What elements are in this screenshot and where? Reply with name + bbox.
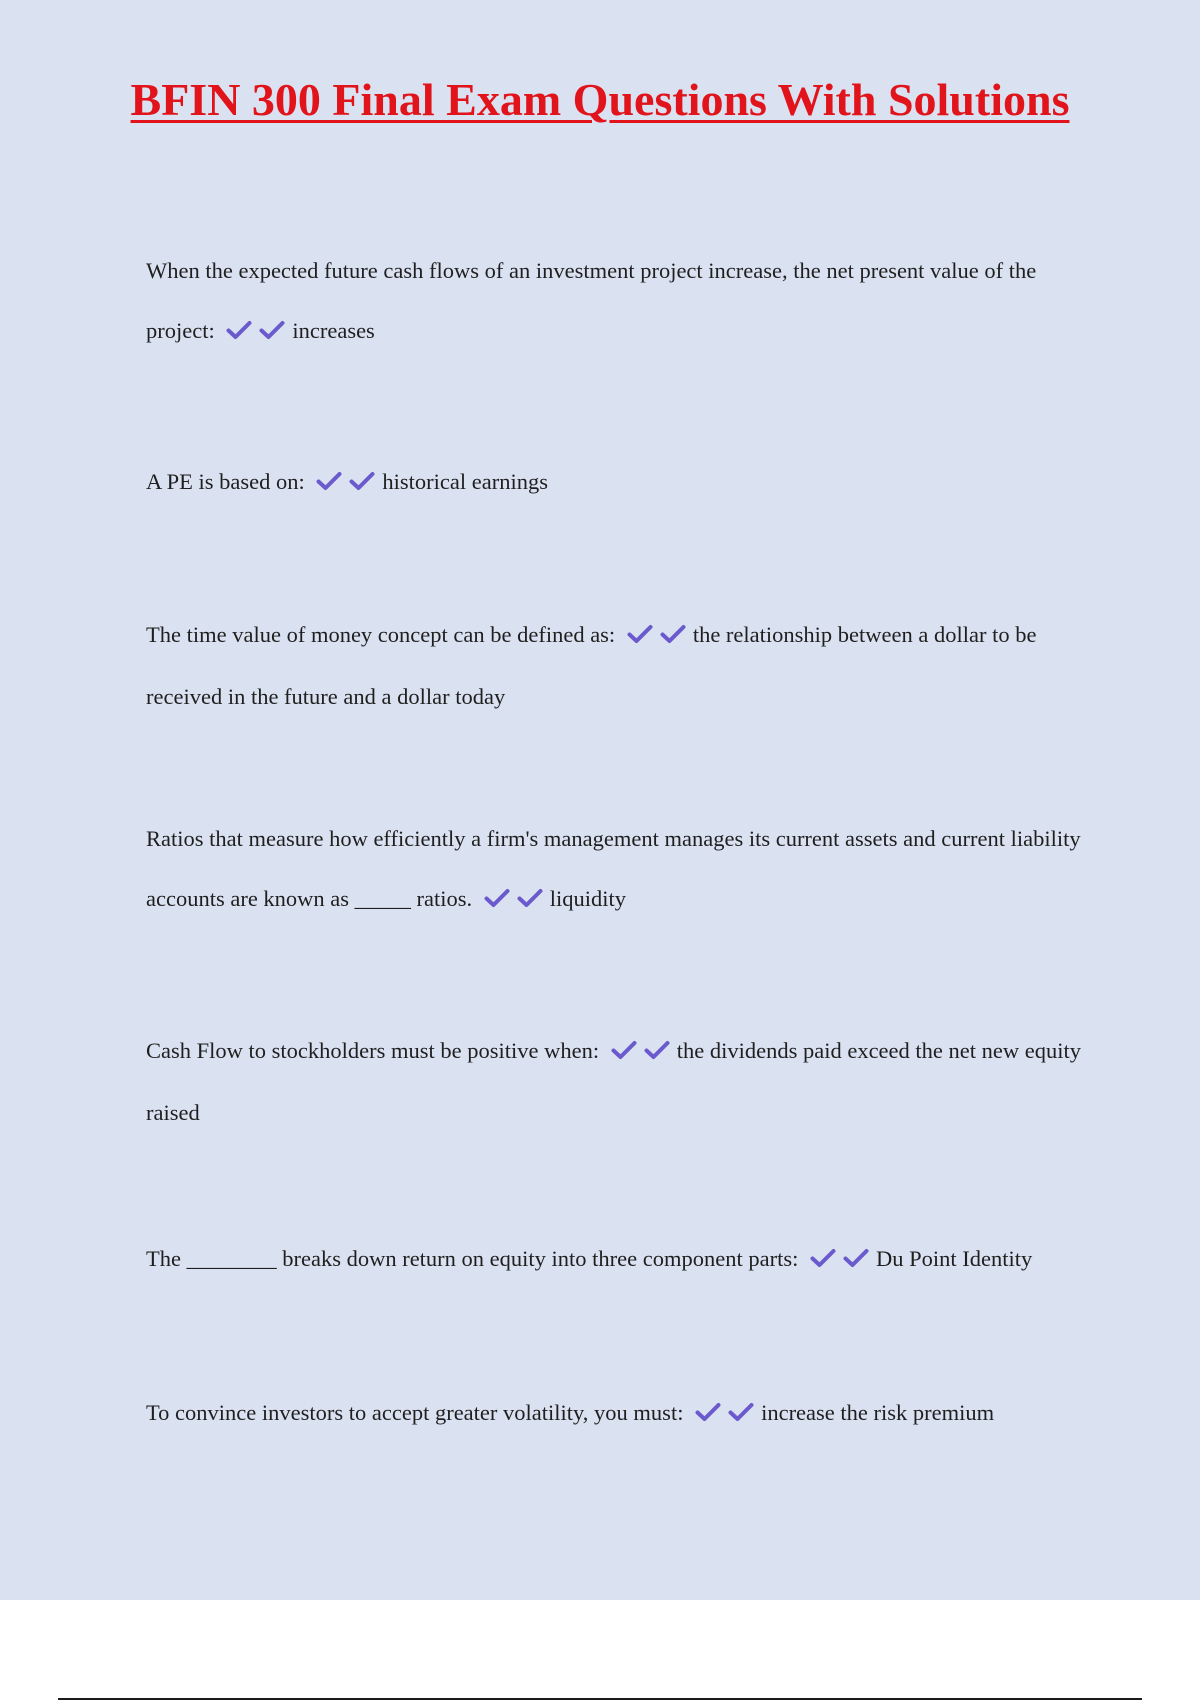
check-icon: [484, 888, 510, 908]
check-icon: [695, 1402, 721, 1422]
check-icon: [627, 624, 653, 644]
question-text: To convince investors to accept greater volatility, you must:: [146, 1400, 684, 1425]
check-icon: [316, 471, 342, 491]
qa-item: [146, 1229, 1096, 1291]
question-text: A PE is based on:: [146, 469, 305, 494]
double-check-icon: [627, 607, 690, 667]
double-check-icon: [316, 454, 379, 514]
answer-text: historical earnings: [382, 469, 548, 494]
answer-text: increase the risk premium: [761, 1400, 995, 1425]
qa-item: [146, 1383, 1096, 1445]
double-check-icon: [810, 1231, 873, 1291]
qa-item: [146, 241, 1096, 363]
check-icon: [810, 1248, 836, 1268]
question-text: The time value of money concept can be defined as:: [146, 622, 616, 647]
double-check-icon: [611, 1023, 674, 1083]
question-text: When the expected future cash flows of an investment project increase, the net present value of the project:: [146, 258, 1037, 343]
answer-text: increases: [292, 318, 375, 343]
check-icon: [843, 1248, 869, 1268]
question-text: Cash Flow to stockholders must be positive when:: [146, 1038, 600, 1063]
check-icon: [644, 1040, 670, 1060]
qa-item: [146, 605, 1096, 727]
check-icon: [660, 624, 686, 644]
check-icon: [349, 471, 375, 491]
qa-item: [146, 809, 1096, 931]
check-icon: [259, 320, 285, 340]
question-text: Ratios that measure how efficiently a firm's management manages its current assets and current liability accounts are known as _____ ratios.: [146, 826, 1081, 911]
check-icon: [611, 1040, 637, 1060]
answer-text: the dividends paid exceed the net new equity raised: [146, 1038, 1081, 1125]
answer-text: Du Point Identity: [875, 1246, 1033, 1271]
check-icon: [517, 888, 543, 908]
double-check-icon: [226, 303, 289, 363]
double-check-icon: [695, 1385, 758, 1445]
check-icon: [728, 1402, 754, 1422]
check-icon: [226, 320, 252, 340]
double-check-icon: [484, 871, 547, 931]
question-text: The ________ breaks down return on equity into three component parts:: [146, 1246, 799, 1271]
document-title: BFIN 300 Final Exam Questions With Solutions: [130, 74, 1070, 125]
qa-item: [146, 1021, 1096, 1143]
qa-item: [146, 452, 1096, 514]
answer-text: liquidity: [549, 886, 627, 911]
answer-text: the relationship between a dollar to be received in the future and a dollar today: [146, 622, 1037, 709]
